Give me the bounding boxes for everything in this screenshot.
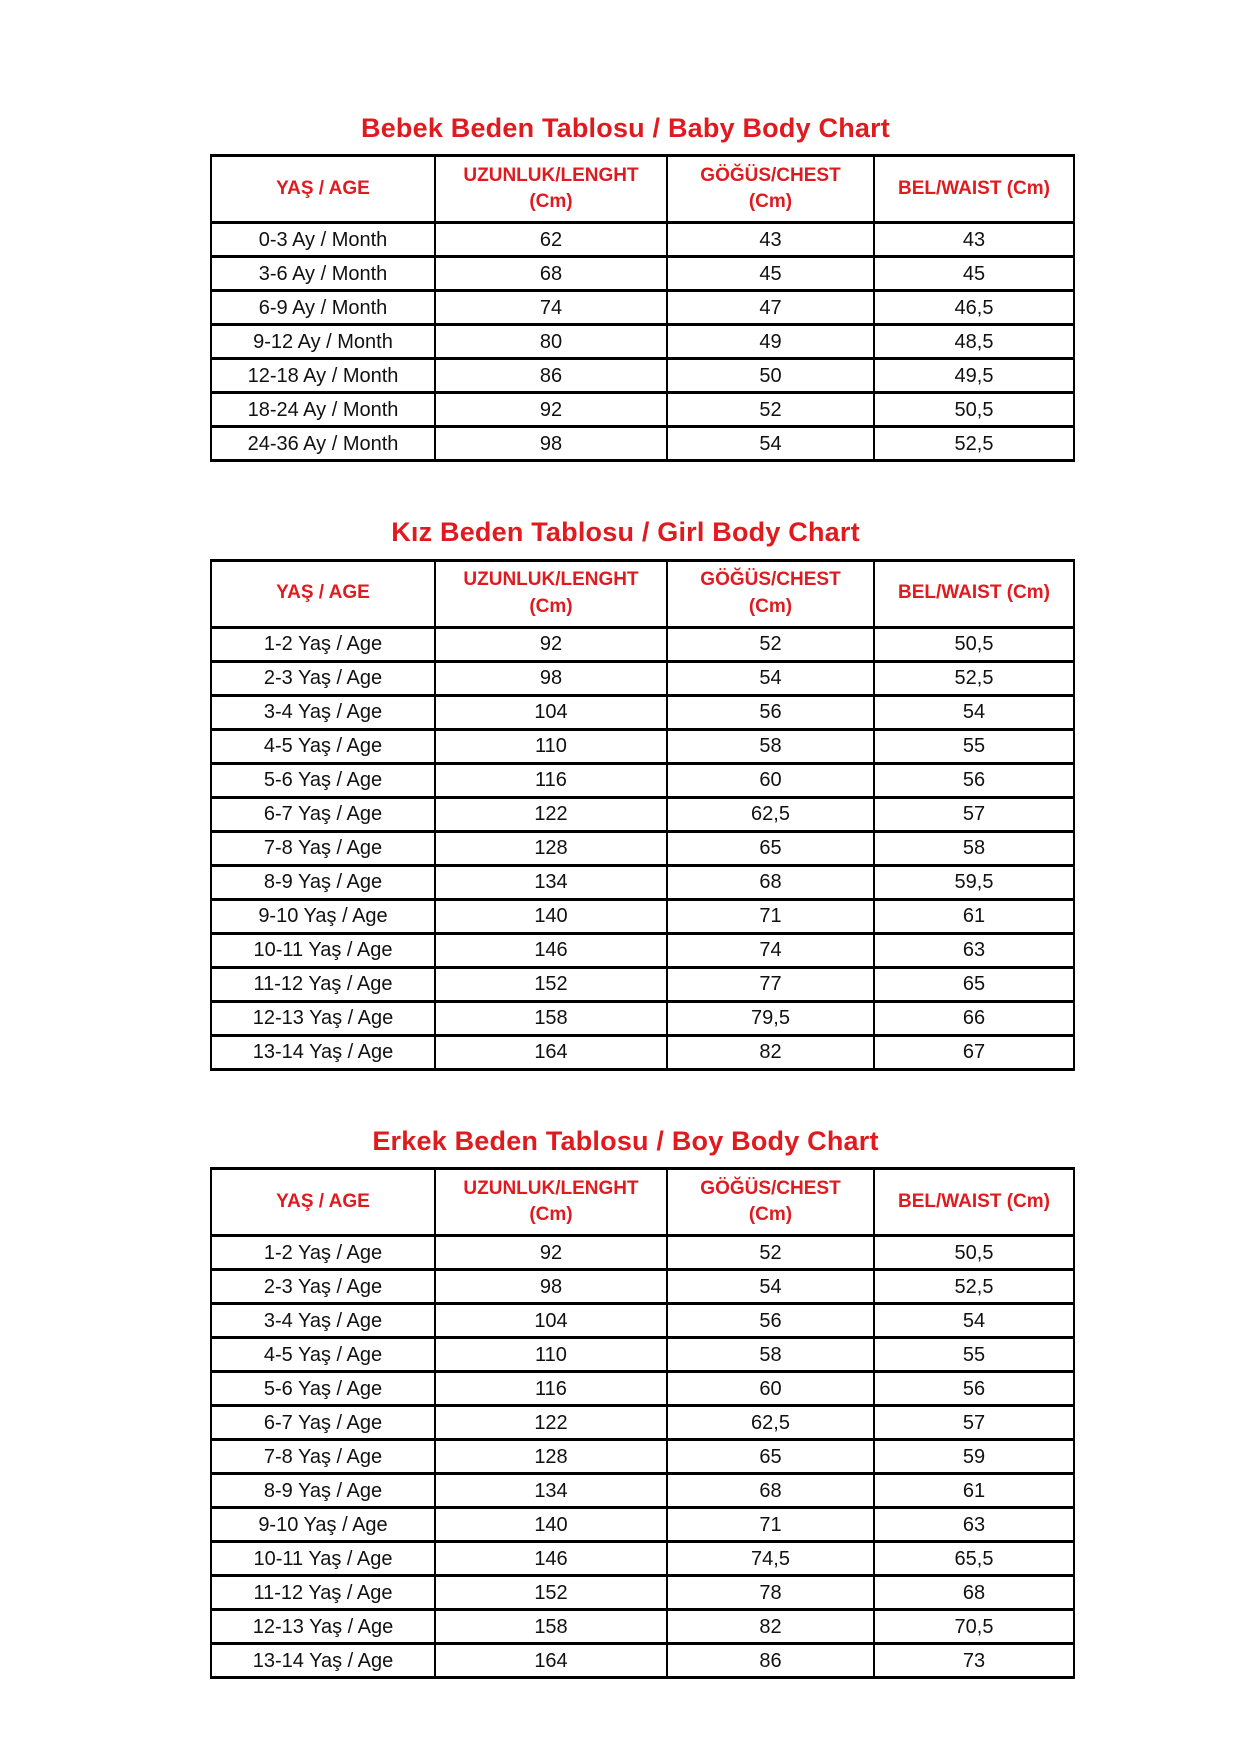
table-row — [211, 1304, 1074, 1338]
cell-chest: 68 — [667, 1474, 874, 1508]
table-row — [211, 1236, 1074, 1270]
table-header — [211, 156, 1074, 223]
table-row — [211, 729, 1074, 763]
cell-length: 116 — [435, 763, 667, 797]
table-body — [211, 223, 1074, 461]
header-length-label: UZUNLUK/LENGHT — [463, 569, 639, 591]
cell-age: 6-7 Yaş / Age — [211, 797, 435, 831]
cell-length: 146 — [435, 933, 667, 967]
cell-waist: 66 — [874, 1001, 1074, 1035]
cell-age: 13-14 Yaş / Age — [211, 1644, 435, 1678]
header-row — [211, 156, 1074, 223]
header-length-label: UZUNLUK/LENGHT — [463, 1177, 639, 1199]
cell-length: 98 — [435, 661, 667, 695]
cell-chest: 45 — [667, 257, 874, 291]
header-chest-unit: (Cm) — [748, 595, 793, 617]
cell-age: 3-4 Yaş / Age — [211, 695, 435, 729]
header-cell-length — [435, 560, 667, 627]
table-row — [211, 1644, 1074, 1678]
cell-chest: 43 — [667, 223, 874, 257]
cell-age: 2-3 Yaş / Age — [211, 661, 435, 695]
table-row — [211, 1474, 1074, 1508]
table-row — [211, 1270, 1074, 1304]
cell-length: 140 — [435, 1508, 667, 1542]
cell-chest: 60 — [667, 1372, 874, 1406]
cell-length: 98 — [435, 427, 667, 461]
cell-chest: 50 — [667, 359, 874, 393]
table-row — [211, 1576, 1074, 1610]
cell-waist: 46,5 — [874, 291, 1074, 325]
table-title: Kız Beden Tablosu / Girl Body Chart — [391, 517, 860, 548]
header-chest-label: GÖĞÜS/CHEST — [700, 569, 841, 591]
cell-waist: 63 — [874, 1508, 1074, 1542]
table-row — [211, 427, 1074, 461]
header-length-unit: (Cm) — [529, 1204, 573, 1226]
header-cell-waist — [874, 1169, 1074, 1236]
cell-age: 4-5 Yaş / Age — [211, 1338, 435, 1372]
table-row — [211, 967, 1074, 1001]
cell-age: 8-9 Yaş / Age — [211, 865, 435, 899]
table-row — [211, 257, 1074, 291]
cell-chest: 54 — [667, 661, 874, 695]
header-length-unit: (Cm) — [529, 595, 573, 617]
cell-age: 1-2 Yaş / Age — [211, 627, 435, 661]
cell-waist: 50,5 — [874, 627, 1074, 661]
header-cell-age — [211, 1169, 435, 1236]
table-row — [211, 899, 1074, 933]
cell-length: 98 — [435, 1270, 667, 1304]
cell-chest: 62,5 — [667, 1406, 874, 1440]
cell-chest: 71 — [667, 899, 874, 933]
cell-waist: 57 — [874, 797, 1074, 831]
cell-length: 146 — [435, 1542, 667, 1576]
cell-age: 6-7 Yaş / Age — [211, 1406, 435, 1440]
cell-waist: 61 — [874, 899, 1074, 933]
cell-length: 92 — [435, 627, 667, 661]
table-row — [211, 1338, 1074, 1372]
header-length-unit: (Cm) — [529, 191, 573, 213]
cell-chest: 86 — [667, 1644, 874, 1678]
cell-waist: 59,5 — [874, 865, 1074, 899]
cell-chest: 52 — [667, 393, 874, 427]
cell-waist: 59 — [874, 1440, 1074, 1474]
cell-length: 68 — [435, 257, 667, 291]
table-row — [211, 933, 1074, 967]
cell-chest: 68 — [667, 865, 874, 899]
cell-chest: 56 — [667, 1304, 874, 1338]
cell-length: 62 — [435, 223, 667, 257]
cell-age: 11-12 Yaş / Age — [211, 967, 435, 1001]
cell-length: 92 — [435, 393, 667, 427]
table-row — [211, 627, 1074, 661]
cell-waist: 50,5 — [874, 393, 1074, 427]
table-row — [211, 695, 1074, 729]
cell-waist: 63 — [874, 933, 1074, 967]
cell-length: 116 — [435, 1372, 667, 1406]
cell-age: 8-9 Yaş / Age — [211, 1474, 435, 1508]
cell-waist: 70,5 — [874, 1610, 1074, 1644]
cell-age: 2-3 Yaş / Age — [211, 1270, 435, 1304]
cell-chest: 71 — [667, 1508, 874, 1542]
cell-age: 0-3 Ay / Month — [211, 223, 435, 257]
header-cell-length — [435, 156, 667, 223]
cell-age: 10-11 Yaş / Age — [211, 1542, 435, 1576]
cell-age: 7-8 Yaş / Age — [211, 831, 435, 865]
cell-age: 13-14 Yaş / Age — [211, 1035, 435, 1069]
cell-waist: 52,5 — [874, 1270, 1074, 1304]
header-age-label: YAŞ / AGE — [276, 582, 370, 604]
header-cell-chest — [667, 560, 874, 627]
cell-age: 10-11 Yaş / Age — [211, 933, 435, 967]
cell-age: 12-18 Ay / Month — [211, 359, 435, 393]
cell-length: 164 — [435, 1035, 667, 1069]
cell-age: 3-6 Ay / Month — [211, 257, 435, 291]
table-row — [211, 1542, 1074, 1576]
cell-chest: 58 — [667, 729, 874, 763]
cell-chest: 54 — [667, 427, 874, 461]
table-row — [211, 1610, 1074, 1644]
size-table — [210, 154, 1075, 462]
cell-chest: 82 — [667, 1610, 874, 1644]
header-chest-label: GÖĞÜS/CHEST — [700, 1177, 841, 1199]
cell-chest: 82 — [667, 1035, 874, 1069]
table-row — [211, 1508, 1074, 1542]
cell-chest: 56 — [667, 695, 874, 729]
cell-length: 122 — [435, 1406, 667, 1440]
header-cell-age — [211, 560, 435, 627]
table-header — [211, 560, 1074, 627]
cell-length: 152 — [435, 1576, 667, 1610]
cell-waist: 68 — [874, 1576, 1074, 1610]
cell-chest: 77 — [667, 967, 874, 1001]
cell-waist: 67 — [874, 1035, 1074, 1069]
header-cell-chest — [667, 156, 874, 223]
cell-waist: 54 — [874, 1304, 1074, 1338]
cell-length: 128 — [435, 1440, 667, 1474]
cell-chest: 47 — [667, 291, 874, 325]
cell-chest: 60 — [667, 763, 874, 797]
size-table — [210, 1167, 1075, 1679]
cell-waist: 65 — [874, 967, 1074, 1001]
cell-age: 18-24 Ay / Month — [211, 393, 435, 427]
table-row — [211, 1406, 1074, 1440]
table-title: Bebek Beden Tablosu / Baby Body Chart — [361, 113, 890, 143]
header-cell-age — [211, 156, 435, 223]
cell-chest: 52 — [667, 627, 874, 661]
table-row — [211, 661, 1074, 695]
cell-length: 122 — [435, 797, 667, 831]
table-row — [211, 1372, 1074, 1406]
cell-length: 134 — [435, 1474, 667, 1508]
cell-waist: 56 — [874, 763, 1074, 797]
table-row — [211, 1440, 1074, 1474]
cell-chest: 58 — [667, 1338, 874, 1372]
cell-length: 104 — [435, 1304, 667, 1338]
cell-waist: 73 — [874, 1644, 1074, 1678]
cell-age: 5-6 Yaş / Age — [211, 763, 435, 797]
table-row — [211, 291, 1074, 325]
table-header — [211, 1169, 1074, 1236]
cell-chest: 62,5 — [667, 797, 874, 831]
cell-age: 9-10 Yaş / Age — [211, 899, 435, 933]
cell-waist: 54 — [874, 695, 1074, 729]
cell-waist: 45 — [874, 257, 1074, 291]
cell-chest: 74,5 — [667, 1542, 874, 1576]
baby-body-chart — [210, 112, 1050, 462]
cell-chest: 65 — [667, 1440, 874, 1474]
cell-waist: 65,5 — [874, 1542, 1074, 1576]
header-chest-label: GÖĞÜS/CHEST — [700, 164, 841, 186]
cell-length: 158 — [435, 1001, 667, 1035]
table-row — [211, 1035, 1074, 1069]
header-cell-waist — [874, 156, 1074, 223]
cell-length: 158 — [435, 1610, 667, 1644]
cell-length: 110 — [435, 729, 667, 763]
cell-chest: 65 — [667, 831, 874, 865]
header-chest-unit: (Cm) — [748, 1204, 793, 1226]
size-table — [210, 559, 1075, 1071]
cell-age: 4-5 Yaş / Age — [211, 729, 435, 763]
header-length-label: UZUNLUK/LENGHT — [463, 164, 639, 186]
cell-chest: 74 — [667, 933, 874, 967]
cell-age: 11-12 Yaş / Age — [211, 1576, 435, 1610]
size-chart-tables — [210, 112, 1241, 1679]
cell-length: 92 — [435, 1236, 667, 1270]
table-title: Erkek Beden Tablosu / Boy Body Chart — [372, 1125, 879, 1156]
table-row — [211, 223, 1074, 257]
table-row — [211, 325, 1074, 359]
cell-age: 24-36 Ay / Month — [211, 427, 435, 461]
header-cell-length — [435, 1169, 667, 1236]
cell-waist: 55 — [874, 729, 1074, 763]
header-waist-label: BEL/WAIST (Cm) — [898, 1190, 1050, 1212]
cell-age: 3-4 Yaş / Age — [211, 1304, 435, 1338]
header-waist-label: BEL/WAIST (Cm) — [898, 178, 1050, 200]
header-row — [211, 1169, 1074, 1236]
cell-age: 12-13 Yaş / Age — [211, 1610, 435, 1644]
table-body — [211, 1236, 1074, 1678]
cell-chest: 78 — [667, 1576, 874, 1610]
table-row — [211, 763, 1074, 797]
cell-length: 152 — [435, 967, 667, 1001]
header-row — [211, 560, 1074, 627]
cell-age: 5-6 Yaş / Age — [211, 1372, 435, 1406]
table-body — [211, 627, 1074, 1069]
cell-waist: 57 — [874, 1406, 1074, 1440]
cell-age: 1-2 Yaş / Age — [211, 1236, 435, 1270]
cell-age: 7-8 Yaş / Age — [211, 1440, 435, 1474]
table-row — [211, 359, 1074, 393]
cell-length: 104 — [435, 695, 667, 729]
table-row — [211, 1001, 1074, 1035]
header-cell-waist — [874, 560, 1074, 627]
cell-chest: 52 — [667, 1236, 874, 1270]
girl-body-chart — [210, 516, 1050, 1070]
cell-chest: 54 — [667, 1270, 874, 1304]
cell-length: 110 — [435, 1338, 667, 1372]
table-row — [211, 831, 1074, 865]
cell-length: 140 — [435, 899, 667, 933]
header-cell-chest — [667, 1169, 874, 1236]
header-chest-unit: (Cm) — [748, 191, 793, 213]
cell-waist: 49,5 — [874, 359, 1074, 393]
cell-age: 12-13 Yaş / Age — [211, 1001, 435, 1035]
cell-waist: 55 — [874, 1338, 1074, 1372]
header-waist-label: BEL/WAIST (Cm) — [898, 582, 1050, 604]
cell-length: 86 — [435, 359, 667, 393]
cell-chest: 79,5 — [667, 1001, 874, 1035]
cell-waist: 43 — [874, 223, 1074, 257]
cell-waist: 50,5 — [874, 1236, 1074, 1270]
cell-age: 9-12 Ay / Month — [211, 325, 435, 359]
header-age-label: YAŞ / AGE — [276, 1190, 370, 1212]
table-row — [211, 865, 1074, 899]
cell-waist: 56 — [874, 1372, 1074, 1406]
cell-waist: 52,5 — [874, 427, 1074, 461]
cell-length: 74 — [435, 291, 667, 325]
table-row — [211, 393, 1074, 427]
cell-age: 6-9 Ay / Month — [211, 291, 435, 325]
boy-body-chart — [210, 1125, 1050, 1679]
cell-length: 164 — [435, 1644, 667, 1678]
cell-length: 134 — [435, 865, 667, 899]
header-age-label: YAŞ / AGE — [276, 178, 370, 200]
cell-waist: 52,5 — [874, 661, 1074, 695]
table-row — [211, 797, 1074, 831]
cell-age: 9-10 Yaş / Age — [211, 1508, 435, 1542]
cell-waist: 61 — [874, 1474, 1074, 1508]
cell-chest: 49 — [667, 325, 874, 359]
cell-waist: 58 — [874, 831, 1074, 865]
cell-length: 80 — [435, 325, 667, 359]
cell-waist: 48,5 — [874, 325, 1074, 359]
cell-length: 128 — [435, 831, 667, 865]
